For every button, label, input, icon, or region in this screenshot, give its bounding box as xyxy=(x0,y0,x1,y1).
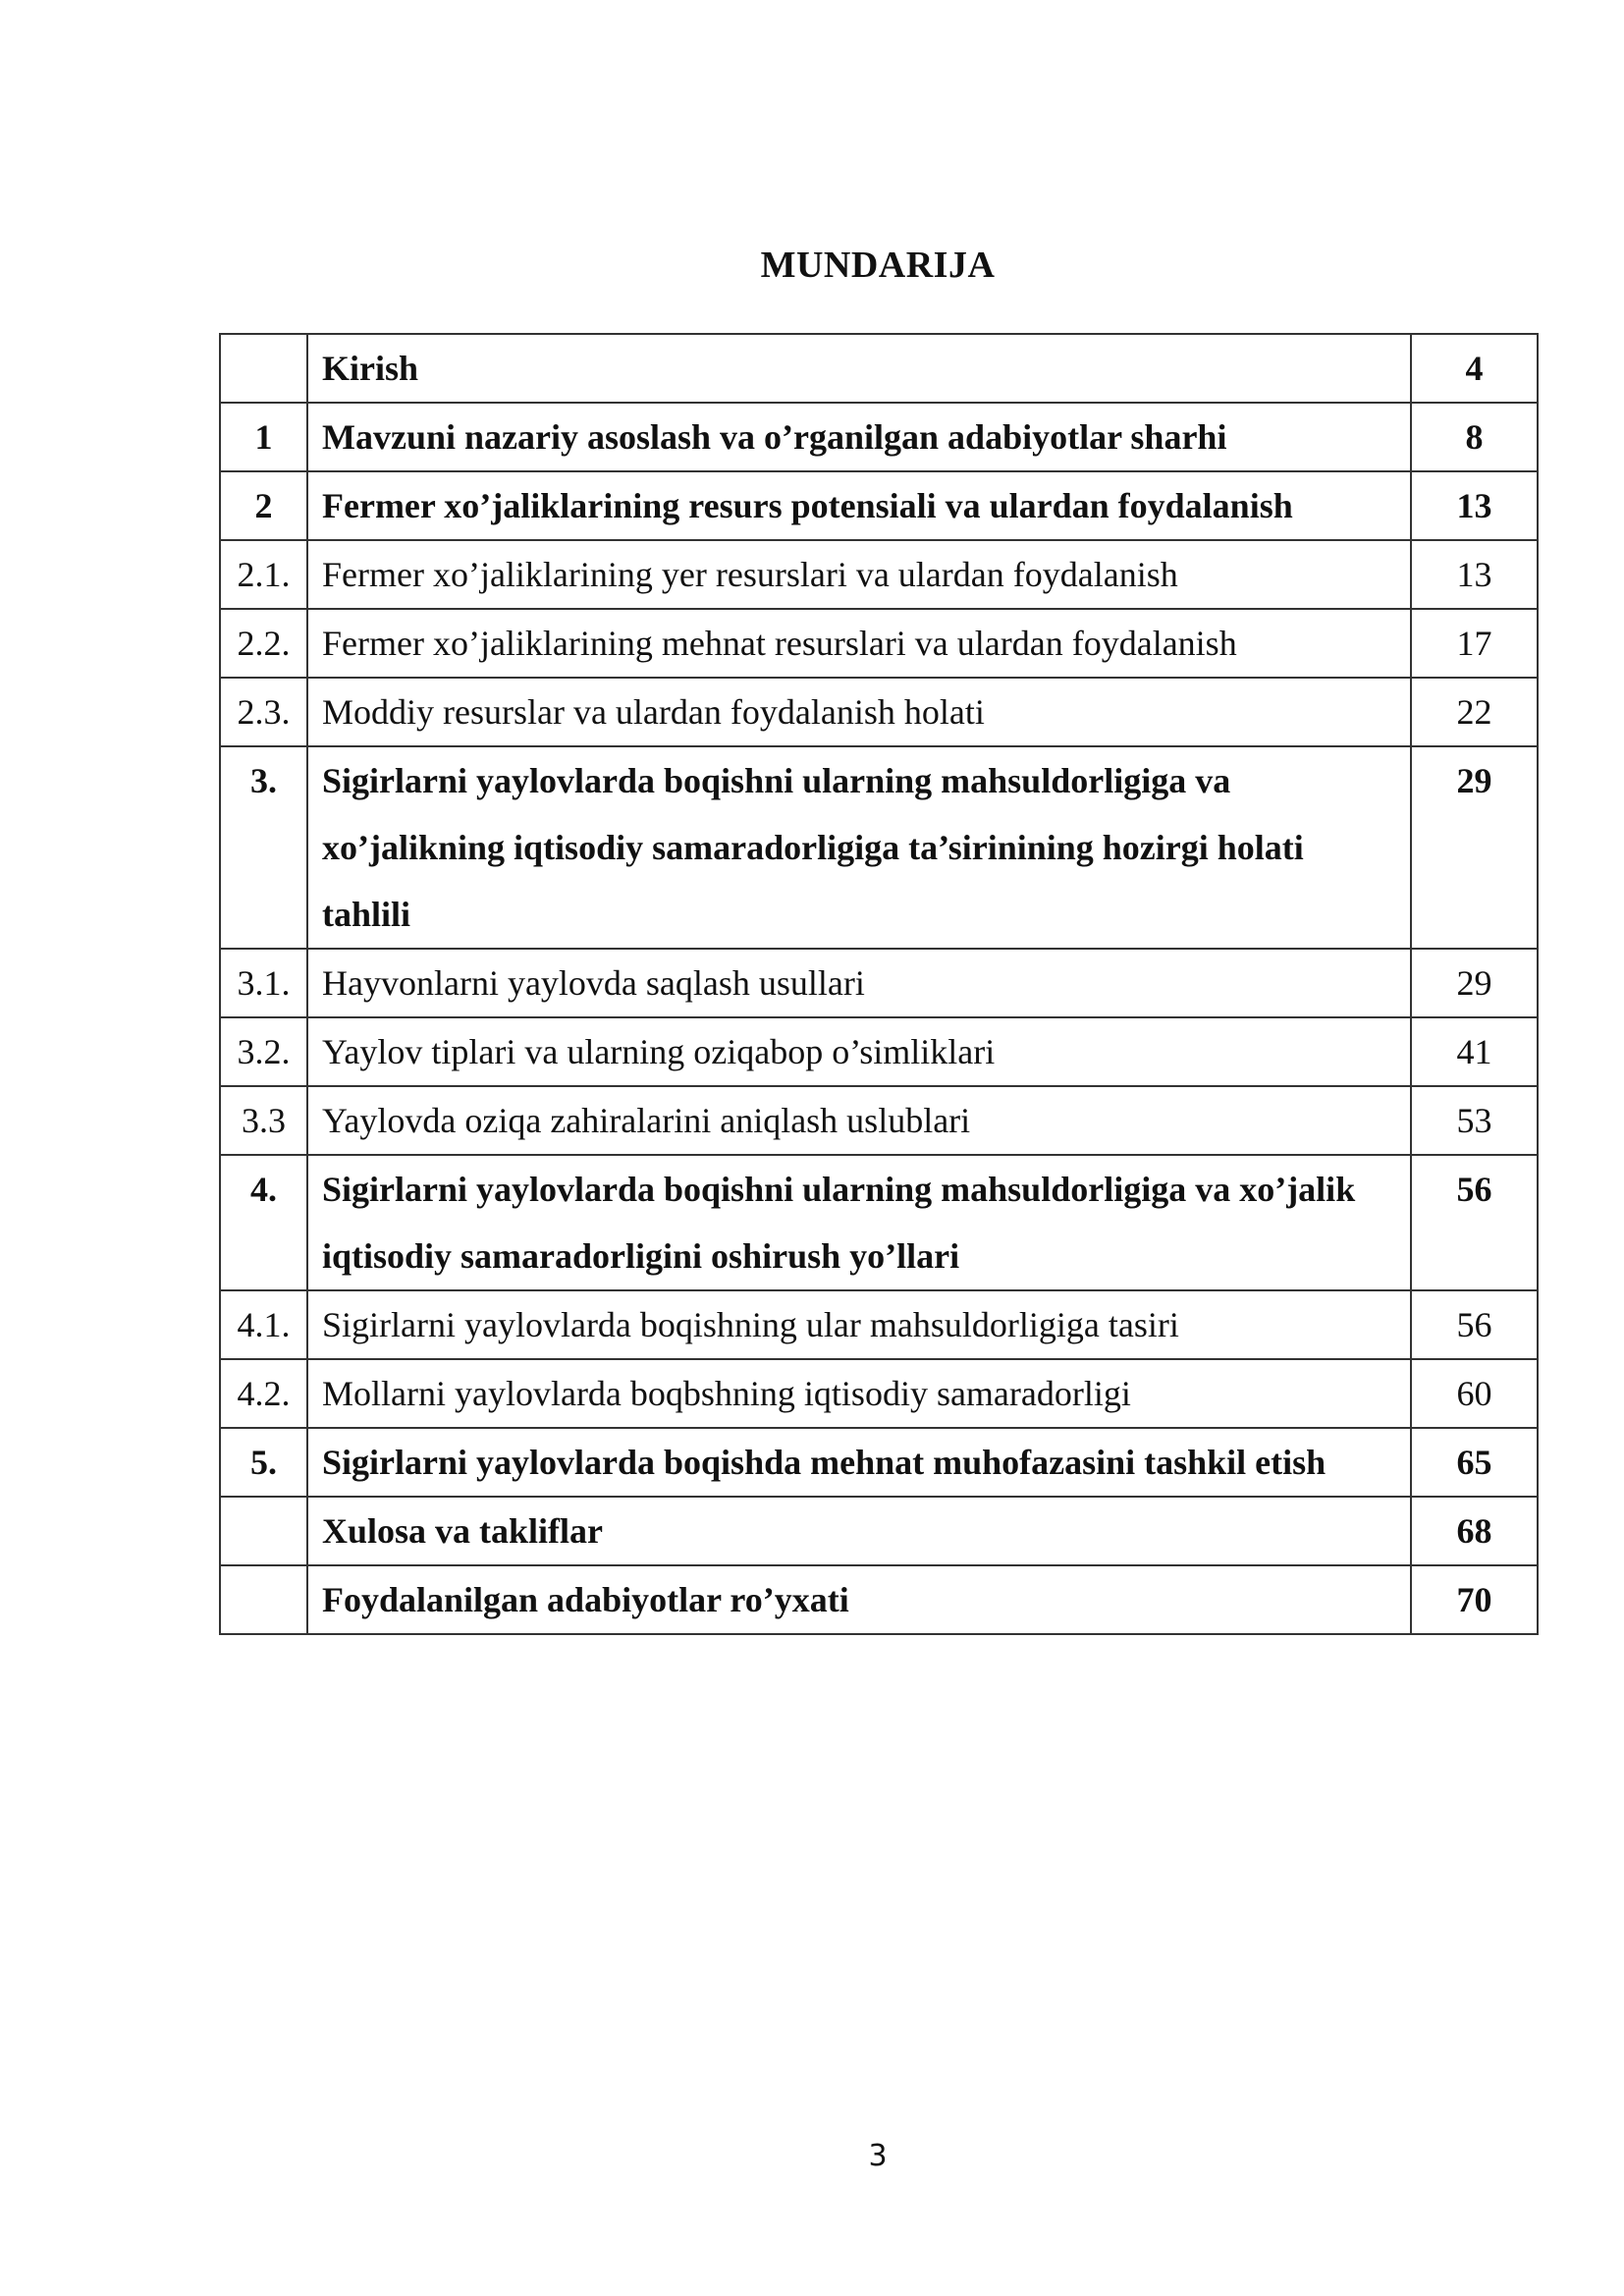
toc-page-number: 29 xyxy=(1411,746,1538,949)
toc-section-number: 2 xyxy=(220,471,307,540)
toc-row xyxy=(220,1428,1538,1497)
toc-page-number: 17 xyxy=(1411,609,1538,678)
toc-section-title: Kirish xyxy=(307,334,1411,403)
toc-section-title: Mavzuni nazariy asoslash va o’rganilgan adabiyotlar sharhi xyxy=(307,403,1411,471)
toc-section-title: Sigirlarni yaylovlarda boqishda mehnat muhofazasini tashkil etish xyxy=(307,1428,1411,1497)
toc-page-number: 4 xyxy=(1411,334,1538,403)
toc-section-number: 3.3 xyxy=(220,1086,307,1155)
toc-section-title: Fermer xo’jaliklarining resurs potensiali va ulardan foydalanish xyxy=(307,471,1411,540)
toc-row xyxy=(220,1017,1538,1086)
table-of-contents xyxy=(219,333,1539,1635)
toc-section-title: Fermer xo’jaliklarining mehnat resurslari va ulardan foydalanish xyxy=(307,609,1411,678)
toc-section-title: Moddiy resurslar va ulardan foydalanish holati xyxy=(307,678,1411,746)
toc-section-title: Foydalanilgan adabiyotlar ro’yxati xyxy=(307,1565,1411,1634)
toc-section-number: 3.2. xyxy=(220,1017,307,1086)
toc-row xyxy=(220,949,1538,1017)
toc-section-number: 3.1. xyxy=(220,949,307,1017)
toc-page-number: 13 xyxy=(1411,540,1538,609)
toc-page-number: 65 xyxy=(1411,1428,1538,1497)
toc-row xyxy=(220,746,1538,949)
toc-section-title: Sigirlarni yaylovlarda boqishni ularning mahsuldorligiga va xo’jalik iqtisodiy samaradorligini oshirush yo’llari xyxy=(307,1155,1411,1290)
toc-page-number: 22 xyxy=(1411,678,1538,746)
page-number: 3 xyxy=(868,2139,888,2173)
toc-row xyxy=(220,1497,1538,1565)
toc-row xyxy=(220,471,1538,540)
toc-section-number: 4. xyxy=(220,1155,307,1290)
toc-row xyxy=(220,609,1538,678)
toc-section-title: Yaylov tiplari va ularning oziqabop o’simliklari xyxy=(307,1017,1411,1086)
toc-section-title: Fermer xo’jaliklarining yer resurslari va ulardan foydalanish xyxy=(307,540,1411,609)
toc-section-title: Hayvonlarni yaylovda saqlash usullari xyxy=(307,949,1411,1017)
toc-section-number: 2.1. xyxy=(220,540,307,609)
toc-section-number: 1 xyxy=(220,403,307,471)
toc-section-title: Xulosa va takliflar xyxy=(307,1497,1411,1565)
toc-page-number: 41 xyxy=(1411,1017,1538,1086)
toc-row xyxy=(220,678,1538,746)
toc-page-number: 56 xyxy=(1411,1290,1538,1359)
toc-page-number: 29 xyxy=(1411,949,1538,1017)
toc-row xyxy=(220,1086,1538,1155)
toc-section-number: 2.2. xyxy=(220,609,307,678)
toc-page-number: 56 xyxy=(1411,1155,1538,1290)
toc-page-number: 68 xyxy=(1411,1497,1538,1565)
toc-row xyxy=(220,403,1538,471)
toc-section-title: Yaylovda oziqa zahiralarini aniqlash uslublari xyxy=(307,1086,1411,1155)
toc-section-title: Sigirlarni yaylovlarda boqishni ularning mahsuldorligiga va xo’jalikning iqtisodiy samaradorligiga ta’sirinining hozirgi holati tahlili xyxy=(307,746,1411,949)
page-title: MUNDARIJA xyxy=(760,245,996,286)
toc-section-number xyxy=(220,1565,307,1634)
toc-section-number: 5. xyxy=(220,1428,307,1497)
toc-section-number: 4.2. xyxy=(220,1359,307,1428)
toc-section-number: 3. xyxy=(220,746,307,949)
toc-section-number xyxy=(220,334,307,403)
toc-row xyxy=(220,540,1538,609)
toc-page-number: 13 xyxy=(1411,471,1538,540)
toc-page-number: 8 xyxy=(1411,403,1538,471)
toc-row xyxy=(220,334,1538,403)
toc-section-title: Sigirlarni yaylovlarda boqishning ular mahsuldorligiga tasiri xyxy=(307,1290,1411,1359)
toc-row xyxy=(220,1565,1538,1634)
toc-section-number: 2.3. xyxy=(220,678,307,746)
toc-section-number: 4.1. xyxy=(220,1290,307,1359)
toc-row xyxy=(220,1290,1538,1359)
toc-page-number: 53 xyxy=(1411,1086,1538,1155)
toc-page-number: 70 xyxy=(1411,1565,1538,1634)
toc-page-number: 60 xyxy=(1411,1359,1538,1428)
toc-row xyxy=(220,1155,1538,1290)
toc-section-number xyxy=(220,1497,307,1565)
toc-section-title: Mollarni yaylovlarda boqbshning iqtisodiy samaradorligi xyxy=(307,1359,1411,1428)
toc-row xyxy=(220,1359,1538,1428)
